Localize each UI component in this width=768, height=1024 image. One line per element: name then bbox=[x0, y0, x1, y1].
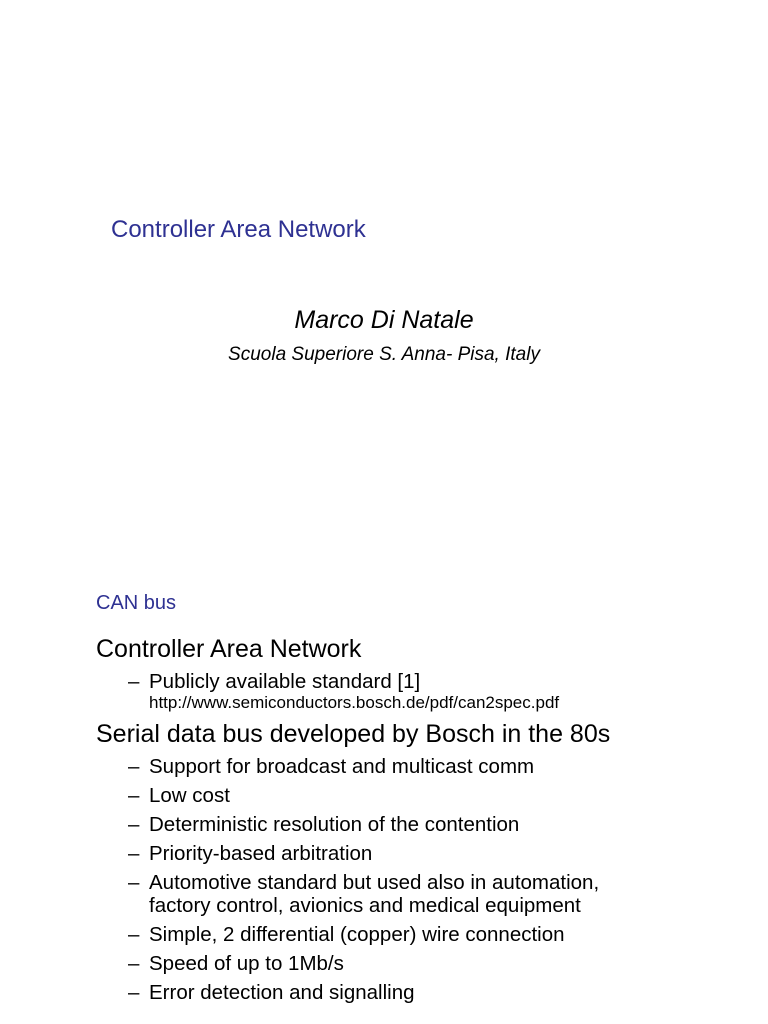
bullet-controller-area-network: Controller Area Network bbox=[96, 635, 362, 663]
sub-bullet-text: Deterministic resolution of the contention bbox=[149, 813, 520, 836]
sub-bullet bbox=[96, 923, 736, 946]
sub-bullet bbox=[96, 784, 736, 807]
sub-bullet-text bbox=[149, 871, 736, 917]
bullet-serial-data-bus: Serial data bus developed by Bosch in the 80s bbox=[96, 720, 611, 748]
dash-marker: – bbox=[128, 952, 140, 975]
sub-bullet bbox=[96, 842, 736, 865]
author-name: Marco Di Natale bbox=[294, 306, 474, 334]
sub-bullet-text: Error detection and signalling bbox=[149, 981, 415, 1004]
sub-bullet-text: Speed of up to 1Mb/s bbox=[149, 952, 344, 975]
dash-marker: – bbox=[128, 923, 140, 946]
dash-marker: – bbox=[128, 871, 140, 894]
author-affiliation: Scuola Superiore S. Anna- Pisa, Italy bbox=[228, 344, 540, 365]
sub-bullet bbox=[96, 670, 736, 693]
bullet-list bbox=[96, 634, 736, 1004]
sub-bullet-text: Support for broadcast and multicast comm bbox=[149, 755, 535, 778]
sub-bullet-text: Simple, 2 differential (copper) wire connection bbox=[149, 923, 565, 946]
sub-bullet-text: Low cost bbox=[149, 784, 230, 807]
sub-bullet-text: Publicly available standard [1] bbox=[149, 670, 421, 693]
sub-bullet bbox=[96, 813, 736, 836]
dash-marker: – bbox=[128, 842, 140, 865]
section-title: CAN bus bbox=[96, 592, 177, 614]
dash-marker: – bbox=[128, 813, 140, 836]
dash-marker: – bbox=[128, 981, 140, 1004]
sub-bullet bbox=[96, 952, 736, 975]
dash-marker: – bbox=[128, 670, 140, 693]
spec-link[interactable]: http://www.semiconductors.bosch.de/pdf/can2spec.pdf bbox=[149, 693, 560, 712]
slide-title: Controller Area Network bbox=[111, 216, 366, 243]
sub-bullet bbox=[96, 871, 736, 917]
sub-bullet-line: Automotive standard but used also in automation, bbox=[149, 871, 600, 894]
sub-bullet bbox=[96, 981, 736, 1004]
sub-bullet-text: Priority-based arbitration bbox=[149, 842, 373, 865]
dash-marker: – bbox=[128, 755, 140, 778]
sub-bullet-line: factory control, avionics and medical equipment bbox=[149, 894, 581, 917]
sub-bullet bbox=[96, 755, 736, 778]
dash-marker: – bbox=[128, 784, 140, 807]
